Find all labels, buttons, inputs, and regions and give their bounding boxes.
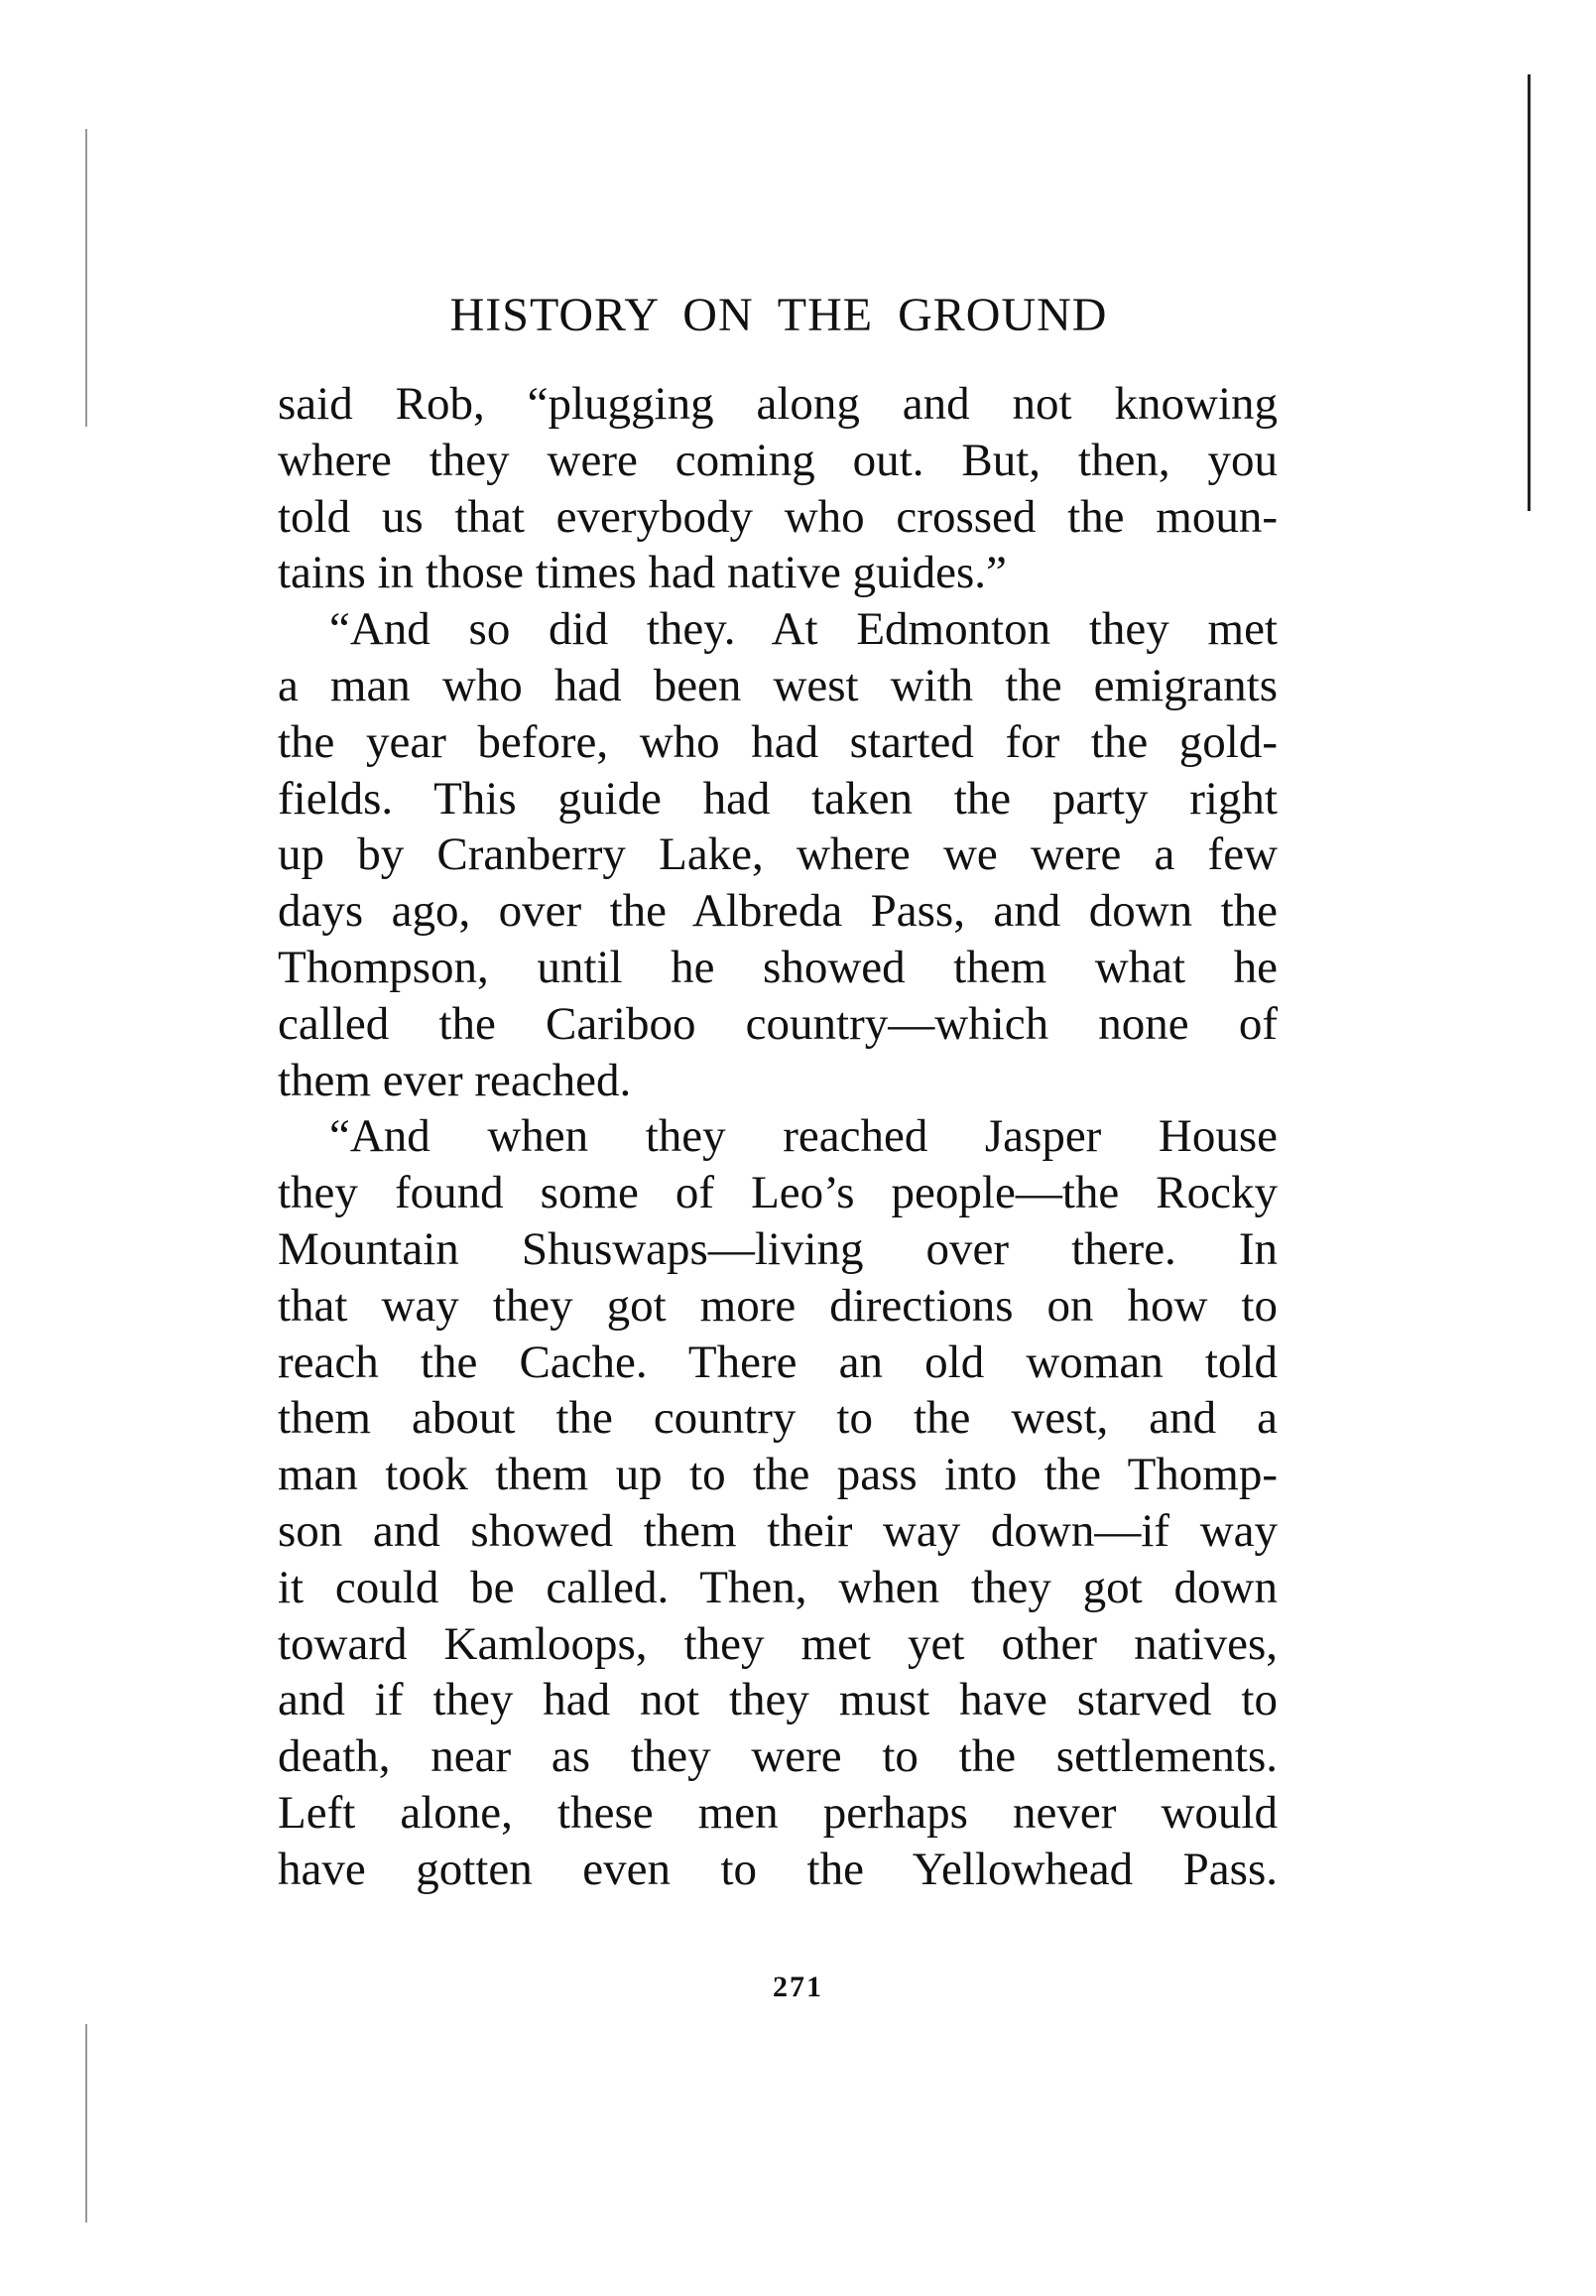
- text-line: have gotten even to the Yellowhead Pass.: [278, 1843, 1278, 1895]
- text-line: tains in those times had native guides.”: [278, 547, 1007, 599]
- text-line: death, near as they were to the settlements.: [278, 1730, 1278, 1783]
- scan-edge-mark: [85, 2024, 87, 2223]
- text-line: them ever reached.: [278, 1054, 632, 1106]
- text-line: Mountain Shuswaps—living over there. In: [278, 1222, 1278, 1275]
- text-line: Thompson, until he showed them what he: [278, 941, 1278, 993]
- text-line: it could be called. Then, when they got down: [278, 1561, 1278, 1613]
- text-line: and if they had not they must have starved to: [278, 1674, 1278, 1726]
- text-line: them about the country to the west, and a: [278, 1392, 1278, 1445]
- running-header: HISTORY ON THE GROUND: [449, 289, 1108, 341]
- text-line: called the Cariboo country—which none of: [278, 997, 1278, 1050]
- scan-margin-rule: [1528, 74, 1531, 511]
- text-line: son and showed them their way down—if way: [278, 1504, 1278, 1557]
- text-line: fields. This guide had taken the party right: [278, 772, 1278, 825]
- text-line: a man who had been west with the emigrants: [278, 659, 1278, 711]
- text-line: the year before, who had started for the gold-: [278, 715, 1278, 768]
- text-line: they found some of Leo’s people—the Rocky: [278, 1167, 1278, 1219]
- text-line: “And when they reached Jasper House: [329, 1110, 1278, 1163]
- text-line: toward Kamloops, they met yet other natives,: [278, 1617, 1278, 1670]
- text-line: up by Cranberry Lake, where we were a few: [278, 829, 1278, 881]
- text-line: where they were coming out. But, then, you: [278, 434, 1278, 486]
- text-line: that way they got more directions on how to: [278, 1279, 1278, 1332]
- text-line: reach the Cache. There an old woman told: [278, 1336, 1278, 1388]
- body-text: [278, 376, 1278, 1898]
- text-line: said Rob, “plugging along and not knowing: [278, 378, 1278, 430]
- text-line: told us that everybody who crossed the moun-: [278, 490, 1278, 543]
- text-line: days ago, over the Albreda Pass, and down the: [278, 885, 1278, 938]
- scan-edge-mark: [85, 129, 87, 427]
- text-line: Left alone, these men perhaps never would: [278, 1786, 1278, 1839]
- text-line: man took them up to the pass into the Thomp-: [278, 1449, 1278, 1501]
- text-line: “And so did they. At Edmonton they met: [329, 603, 1278, 656]
- page-number: 271: [773, 1971, 823, 2003]
